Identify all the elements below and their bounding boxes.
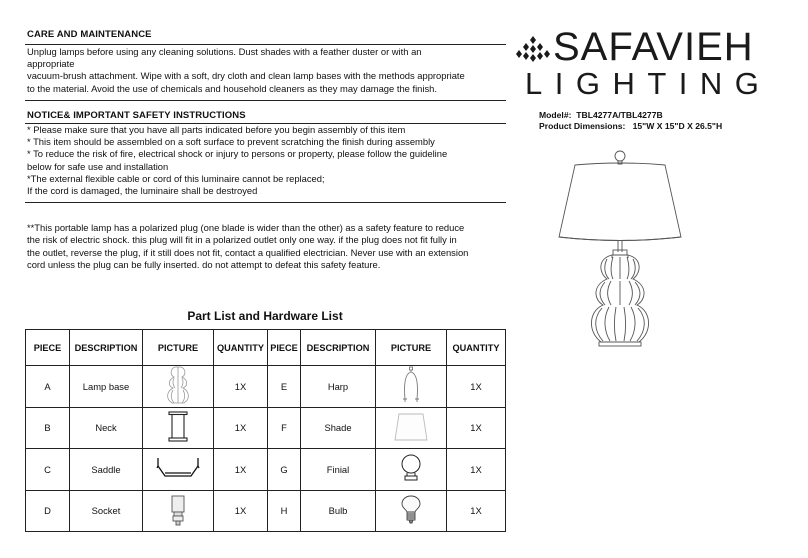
care-line: vacuum-brush attachment. Wipe with a soft, dry cloth and clean lamp bases with the methods appropriate	[27, 70, 465, 82]
piece-cell: G	[268, 449, 301, 491]
piece-cell: F	[268, 407, 301, 449]
care-line: to the material. Avoid the use of chemicals and household cleaners as they may damage the finish.	[27, 82, 437, 94]
description-cell: Bulb	[301, 490, 376, 532]
safety-text	[27, 124, 507, 197]
safety-line: *The external flexible cable or cord of this luminaire cannot be replaced;	[27, 172, 325, 184]
picture-cell	[376, 407, 447, 449]
plug-note-line: the risk of electric shock. this plug will fit in a polarized outlet only one way. if the plug does not fit fully in	[27, 234, 457, 246]
description-cell: Neck	[70, 407, 143, 449]
parts-title: Part List and Hardware List	[187, 309, 343, 323]
picture-cell	[143, 490, 214, 532]
description-cell: Harp	[301, 366, 376, 408]
description-cell: Saddle	[70, 449, 143, 491]
safety-title: NOTICE& IMPORTANT SAFETY INSTRUCTIONS	[27, 110, 246, 121]
picture-cell	[376, 490, 447, 532]
plug-note-line: the outlet, reverse the plug, if it still does not fit, contact a qualified electrician. Never use with an extension	[27, 246, 469, 258]
safety-line: * Please make sure that you have all parts indicated before you begin assembly of this item	[27, 124, 406, 135]
piece-cell: D	[26, 490, 70, 532]
plug-note	[27, 222, 509, 271]
brand-word-safavieh: SAFAVIEH	[553, 25, 754, 69]
care-text	[27, 46, 507, 95]
description-cell: Finial	[301, 449, 376, 491]
description-cell: Lamp base	[70, 366, 143, 408]
piece-cell: C	[26, 449, 70, 491]
care-line: appropriate	[27, 58, 75, 70]
table-row	[26, 407, 506, 449]
logo-diamond-mark-icon	[515, 36, 551, 68]
neck-icon	[167, 411, 189, 443]
safety-line: If the cord is damaged, the luminaire shall be destroyed	[27, 185, 258, 197]
table-row	[26, 366, 506, 408]
safety-line: below for safe use and installation	[27, 160, 169, 172]
care-bottom-divider	[25, 100, 506, 101]
quantity-cell: 1X	[214, 366, 268, 408]
parts-header-row	[26, 330, 506, 366]
col-header-quantity: QUANTITY	[214, 330, 268, 366]
model-line	[539, 110, 663, 120]
col-header-piece: PIECE	[268, 330, 301, 366]
col-header-description: DESCRIPTION	[70, 330, 143, 366]
piece-cell: H	[268, 490, 301, 532]
dimensions-line	[539, 121, 722, 131]
piece-cell: E	[268, 366, 301, 408]
col-header-description: DESCRIPTION	[301, 330, 376, 366]
parts-table	[25, 329, 506, 532]
col-header-picture: PICTURE	[376, 330, 447, 366]
saddle-icon	[155, 456, 201, 480]
picture-cell	[376, 449, 447, 491]
model-value: TBL4277A/TBL4277B	[576, 110, 663, 120]
shade-icon	[393, 412, 429, 442]
model-label: Model#:	[539, 110, 572, 120]
dimensions-value: 15"W X 15"D X 26.5"H	[632, 121, 723, 131]
safety-line: * To reduce the risk of fire, electrical shock or injury to persons or property, please follow the guideline	[27, 148, 448, 160]
socket-icon	[168, 494, 188, 526]
care-title: CARE AND MAINTENANCE	[27, 29, 152, 40]
col-header-piece: PIECE	[26, 330, 70, 366]
picture-cell	[143, 366, 214, 408]
picture-cell	[143, 407, 214, 449]
description-cell: Shade	[301, 407, 376, 449]
plug-note-line: cord unless the plug can be fully inserted. do not attempt to defeat this safety feature.	[27, 258, 381, 270]
safety-bottom-divider	[25, 202, 506, 203]
bulb-icon	[399, 494, 423, 526]
lamp-illustration	[549, 145, 699, 390]
col-header-quantity: QUANTITY	[447, 330, 506, 366]
quantity-cell: 1X	[214, 490, 268, 532]
brand-word-lighting: LIGHTING	[525, 66, 772, 101]
plug-note-line: **This portable lamp has a polarized plug (one blade is wider than the other) as a safety feature to reduce	[27, 222, 465, 233]
quantity-cell: 1X	[447, 449, 506, 491]
picture-cell	[376, 366, 447, 408]
table-row	[26, 490, 506, 532]
quantity-cell: 1X	[447, 407, 506, 449]
piece-cell: A	[26, 366, 70, 408]
picture-cell	[143, 449, 214, 491]
quantity-cell: 1X	[214, 449, 268, 491]
dimensions-label: Product Dimensions:	[539, 121, 626, 131]
piece-cell: B	[26, 407, 70, 449]
finial-icon	[399, 453, 423, 483]
lamp-base-icon	[165, 366, 191, 404]
care-line: Unplug lamps before using any cleaning solutions. Dust shades with a feather duster or with an	[27, 46, 422, 57]
col-header-picture: PICTURE	[143, 330, 214, 366]
quantity-cell: 1X	[214, 407, 268, 449]
harp-icon	[401, 366, 421, 404]
safety-line: * This item should be assembled on a soft surface to prevent scratching the finish during assembly	[27, 136, 435, 148]
description-cell: Socket	[70, 490, 143, 532]
quantity-cell: 1X	[447, 366, 506, 408]
quantity-cell: 1X	[447, 490, 506, 532]
brand-logo	[515, 25, 772, 101]
table-row	[26, 449, 506, 491]
